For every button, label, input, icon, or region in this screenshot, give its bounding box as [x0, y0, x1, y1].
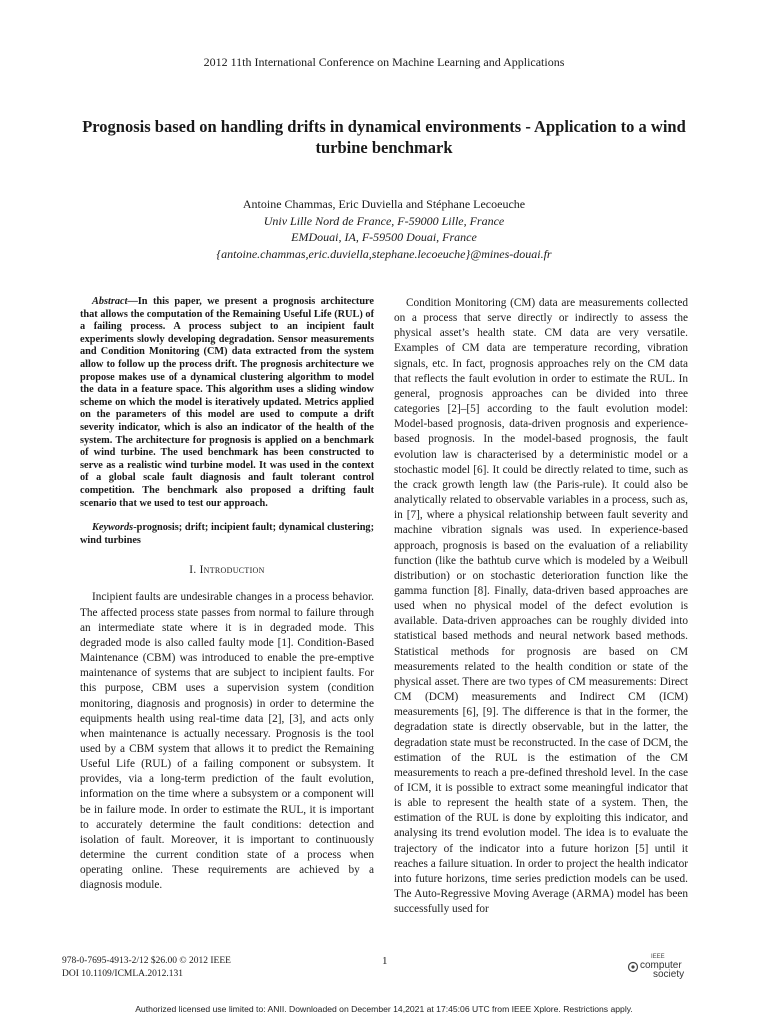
author-block [0, 196, 768, 262]
keywords [80, 522, 374, 547]
doi-line: DOI 10.1109/ICMLA.2012.131 [62, 969, 184, 979]
left-column [80, 296, 374, 894]
abstract [80, 296, 374, 510]
section-number: I. [189, 564, 197, 577]
page-number: 1 [382, 955, 388, 967]
license-notice: Authorized licensed use limited to: ANII. Downloaded on December 14,2021 at 17:45:06 UTC from IEEE Xplore. Restrictions apply. [135, 1004, 633, 1014]
svg-text:society: society [653, 969, 685, 980]
keywords-text: -prognosis; drift; incipient fault; dynamical clustering; wind turbines [80, 522, 374, 546]
affiliation-2: EMDouai, IA, F-59500 Douai, France [291, 230, 477, 244]
isbn-line: 978-0-7695-4913-2/12 $26.00 © 2012 IEEE [62, 956, 231, 966]
right-column [394, 296, 688, 917]
ieee-computer-society-logo [626, 952, 696, 980]
section-title: Introduction [199, 564, 265, 577]
conference-header: 2012 11th International Conference on Machine Learning and Applications [203, 55, 565, 69]
paper-title: Prognosis based on handling drifts in dynamical environments - Application to a wind turbine benchmark [82, 117, 686, 157]
svg-text:IEEE: IEEE [651, 954, 665, 960]
footer-publication-info [62, 955, 231, 981]
cm-paragraph: Condition Monitoring (CM) data are measurements collected on a process that serve directly or indirectly to assess the physical asset’s health state. CM data are very versatile. Examples of CM data are temperature recording, vibration signals, etc. In fact, prognosis approaches rely on the CM data that reflects the fault evolution in order to estimate the RUL. In general, prognosis approaches can be divided into three categories [2]–[5] according to the fault evolution model: Model-based prognosis, data-driven prognosis and experience-based prognosis. In the model-based prognosis, the fault evolution law is characterised by a deterministic model or a stochastic model [6]. It could be directly related to time, such as the crack growth length law (the Paris-rule). It could also be analytically related to observable variables in a process, such as, in [7], where a physical relationship between fault severity and machine vibration signals was used. In experience-based approach, prognosis is based on the evaluation of a reliability function (like the bathtub curve which is modeled by a Weibull distribution) or on stochastic deterioration function like the gamma function [8]. Finally, data-driven based approaches are used when no physical model of the defect evolution is available. Data-driven approaches can be roughly divided into statistical based methods and neural network based methods. Statistical methods for prognosis are based on CM measurements related to the health condition or state of the physical asset. There are two types of CM measurements: Direct CM (DCM) measurements and Indirect CM (ICM) measurements [6], [9]. The difference is that in the former, the degradation state is directly observable, but in the latter, the degradation state must be reconstructed. In the case of DCM, the estimation of the RUL is the estimation of the CM measurements to reach a pre-defined threshold level. In the case of ICM, it is possible to extract some meaningful indicator that is able to represent the health state of a system. Then, the estimation of the RUL is done by exploiting this indicator, and analysing its trend evolution model. The idea is to evaluate the trajectory of the indicator into a future horizon [5] until it reaches a failure situation. In order to project the health indicator into future horizons, time series prediction models can be used. The Auto-Regressive Moving Average (ARMA) model has been successfully used for [394, 297, 688, 916]
abstract-text: —In this paper, we present a prognosis architecture that allows the computation of the Remaining Useful Life (RUL) of a failing process. A process subject to an incipient fault experiments slowly developing degradation. Sensor measurements and Condition Monitoring (CM) data extracted from the system allow to follow up the process drift. The prognosis architecture we propose makes use of a dynamical clustering algorithm to model the data in a feature space. This algorithm uses a sliding window scheme on which the model is iteratively updated. Metrics applied on the parameters of this model are used to compute a drift severity indicator, which is also an indicator of the health of the system. The architecture for prognosis is applied on a benchmark of wind turbine. The used benchmark has been constructed to serve as a realistic wind turbine model. It was used in the context of a global scale fault diagnosis and fault tolerant control competition. The benchmark also proposed a drifting fault scenario that we used to test our approach. [80, 296, 374, 509]
intro-paragraph: Incipient faults are undesirable changes in a process behavior. The affected process state passes from normal to failure through an intermediate state where it is in degraded mode. This degraded mode is also called faulty mode [1]. Condition-Based Maintenance (CBM) was introduced to enable the pre-emptive maintenance of systems that are subject to incipient faults. For this purpose, CBM uses a supervision system (condition monitoring, diagnosis and prognosis) in order to determine the equipments health using real-time data [2], [3], and acts only when maintenance is actually necessary. Prognosis is the tool used by a CBM system that allows it to predict the Remaining Useful Life (RUL) of a failing component or subsystem. It provides, via a long-term prediction of the fault evolution, information on the time where a subsystem or a component will be in failure mode. In order to estimate the RUL, it is important to accurately determine the fault conditions: detection and isolation of fault. Moreover, it is important to continuously determine the current condition state of a process when operating online. These requirements are achieved by a diagnosis module. [80, 591, 374, 892]
section-heading-introduction [80, 563, 374, 578]
author-emails: {antoine.chammas,eric.duviella,stephane.lecoeuche}@mines-douai.fr [216, 246, 552, 261]
abstract-label: Abstract [92, 296, 128, 307]
affiliation-1: Univ Lille Nord de France, F-59000 Lille, France [263, 213, 505, 228]
author-names: Antoine Chammas, Eric Duviella and Stéphane Lecoeuche [242, 197, 526, 211]
svg-text:computer: computer [640, 960, 682, 971]
keywords-label: Keywords [92, 522, 134, 534]
